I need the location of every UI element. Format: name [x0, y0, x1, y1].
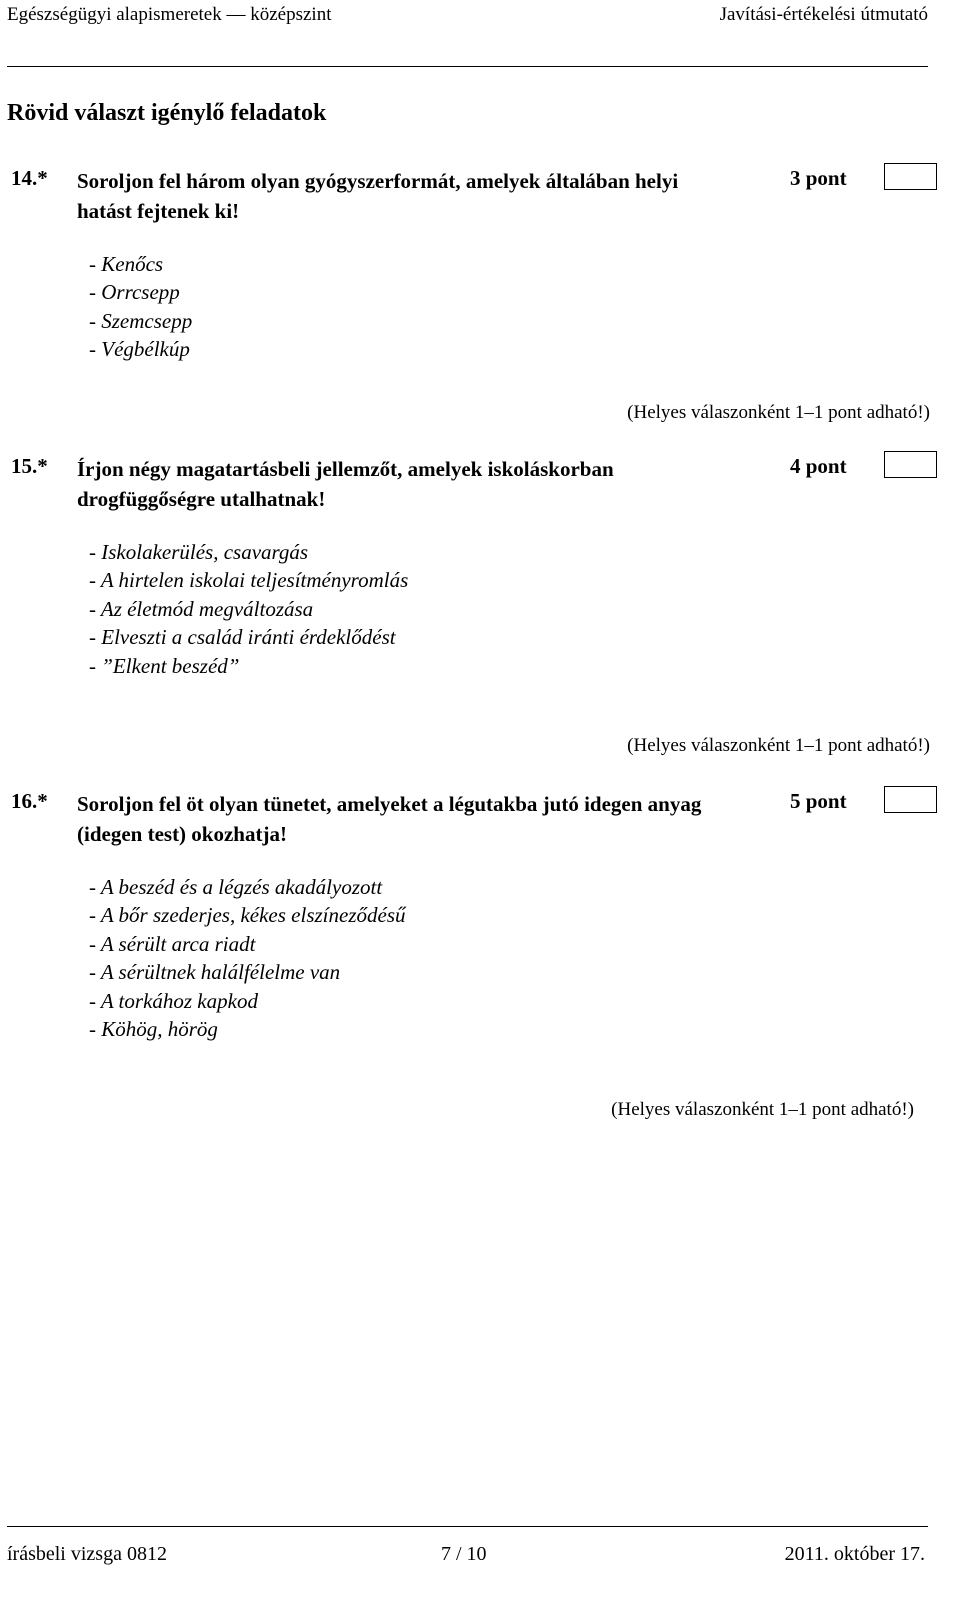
question-number: 15.*	[11, 454, 48, 478]
question-points: 5 pont	[790, 789, 847, 813]
footer-rule	[7, 1526, 928, 1527]
answer-item: - Iskolakerülés, csavargás	[89, 540, 309, 564]
header-right: Javítási-értékelési útmutató	[719, 4, 928, 25]
score-box[interactable]	[884, 786, 937, 813]
answer-list	[89, 538, 408, 680]
answer-item: - Végbélkúp	[89, 337, 190, 362]
header-rule	[7, 66, 928, 67]
answer-item: - Az életmód megváltozása	[89, 596, 314, 621]
header-left: Egészségügyi alapismeretek — középszint	[7, 4, 332, 25]
question-text: Írjon négy magatartásbeli jellemzőt, amelyek iskoláskorban drogfüggőségre utalhatnak!	[77, 457, 614, 511]
scoring-note: (Helyes válaszonként 1–1 pont adható!)	[627, 735, 930, 756]
answer-item: - A torkához kapkod	[89, 988, 258, 1013]
question-number: 14.*	[11, 166, 48, 190]
answer-item: - A sérültnek halálfélelme van	[89, 960, 341, 985]
footer-left: írásbeli vizsga 0812	[7, 1543, 167, 1565]
answer-item: - Szemcsepp	[89, 308, 193, 333]
footer-date: 2011. október 17.	[784, 1543, 925, 1565]
scoring-note: (Helyes válaszonként 1–1 pont adható!)	[611, 1099, 914, 1120]
answer-item: - Kenőcs	[89, 252, 164, 276]
score-box[interactable]	[884, 451, 937, 478]
answer-item: - A hirtelen iskolai teljesítményromlás	[89, 568, 409, 593]
question-text: Soroljon fel három olyan gyógyszerformát, amelyek általában helyi hatást fejtenek ki!	[77, 169, 679, 223]
question-number: 16.*	[11, 789, 48, 813]
section-title: Rövid választ igénylő feladatok	[7, 100, 327, 126]
question-text: Soroljon fel öt olyan tünetet, amelyeket a légutakba jutó idegen anyag (idegen test) okozhatja!	[77, 792, 702, 846]
scoring-note: (Helyes válaszonként 1–1 pont adható!)	[627, 402, 930, 423]
question-points: 4 pont	[790, 454, 847, 478]
page-number: 7 / 10	[441, 1543, 487, 1565]
score-box[interactable]	[884, 163, 937, 190]
answer-list	[89, 250, 192, 364]
answer-item: - Köhög, hörög	[89, 1016, 218, 1041]
answer-item: - Orrcsepp	[89, 280, 180, 305]
answer-item: - ”Elkent beszéd”	[89, 653, 240, 678]
answer-item: - A bőr szederjes, kékes elszíneződésű	[89, 903, 406, 928]
answer-item: - A beszéd és a légzés akadályozott	[89, 875, 383, 899]
answer-item: - A sérült arca riadt	[89, 931, 256, 956]
answer-item: - Elveszti a család iránti érdeklődést	[89, 625, 396, 650]
question-points: 3 pont	[790, 166, 847, 190]
answer-list	[89, 873, 406, 1043]
